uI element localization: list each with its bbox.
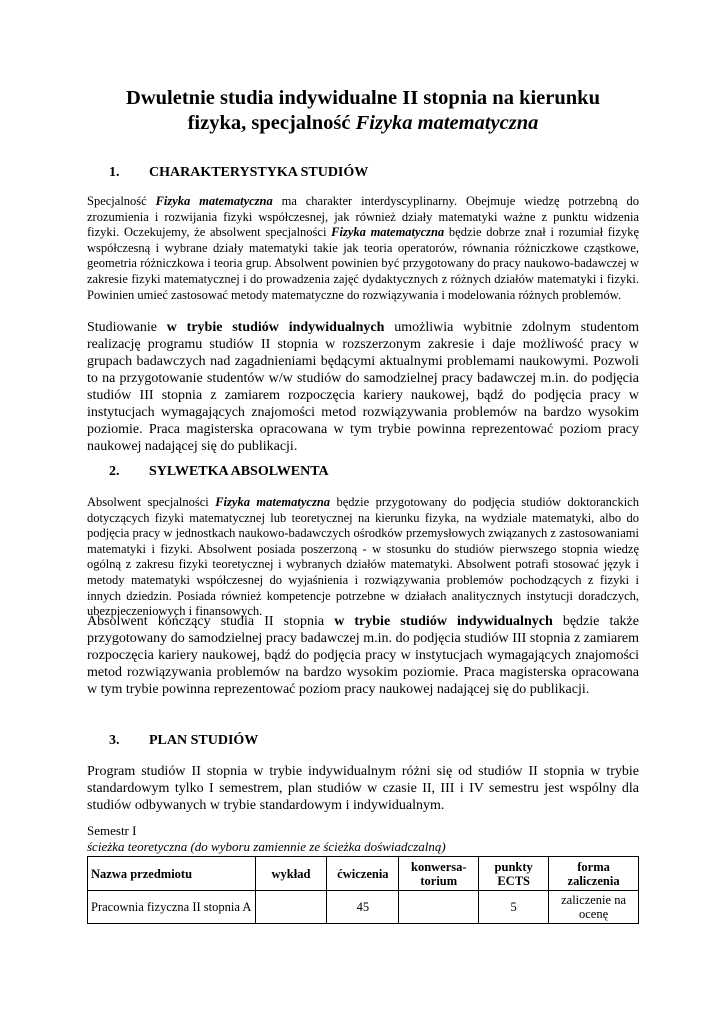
section-2-title: SYLWETKA ABSOLWENTA bbox=[149, 464, 329, 479]
section-2-paragraph-2 bbox=[87, 613, 639, 698]
study-plan-table bbox=[87, 856, 639, 924]
section-3-title: PLAN STUDIÓW bbox=[149, 733, 259, 748]
section-1-title: CHARAKTERYSTYKA STUDIÓW bbox=[149, 165, 369, 180]
table-header-row bbox=[88, 857, 639, 891]
section-2-paragraph-1 bbox=[87, 495, 639, 620]
section-3-paragraph-1: Program studiów II stopnia w trybie indywidualnym różni się od studiów II stopnia w trybie standardowym tylko I semestrem, plan studiów w czasie II, III i IV semestru jest wspólny dla studiów odbywanych w trybie standardowym i indywidualnym. bbox=[87, 764, 639, 813]
table-row bbox=[88, 891, 639, 924]
section-1-paragraph-1 bbox=[87, 194, 639, 303]
section-2-heading bbox=[109, 463, 329, 480]
specialty-name: Fizyka matematyczna bbox=[215, 495, 331, 509]
section-3-number: 3. bbox=[109, 733, 120, 748]
cell-form: zaliczenie na ocenę bbox=[549, 891, 639, 924]
header-form: forma zaliczenia bbox=[549, 857, 639, 891]
mode-name: w trybie studiów indywidualnych bbox=[166, 320, 385, 335]
header-ects: punkty ECTS bbox=[479, 857, 549, 891]
title-line-2 bbox=[87, 111, 639, 136]
cell-conversatory bbox=[399, 891, 479, 924]
text-run: ma charakter interdyscyplinarny. Obejmuje wiedzę potrzebną do zrozumienia i rozwijania fizyki współczesnej, jak również działy matematyki ważne z punktu widzenia fizyki. Oczekujemy, że absolwent specjalności bbox=[87, 194, 639, 240]
text-run: będzie przygotowany do podjęcia studiów doktoranckich dotyczących fizyki matematycznej lub teoretycznej na kierunku fizyka, na wydziale matematyki, albo do podjęcia pracy w jednostkach naukowo-badawczych ośrodków przemysłowych związanych z zastosowaniami matematyki i fizyki. Absolwent posiada poszerzoną - w stosunku do studiów pierwszego stopnia wiedzę ogólną z zakresu fizyki teoretycznej i wybranych działów matematyki. Absolwent potrafi stosować język i metody matematyki współczesnej do wyjaśnienia i rozwiązywania problemów pochodzących z fizyki i innych dziedzin. Posiada również kompetencje potrzebne w działach analitycznych instytucji doradczych, ubezpieczeniowych i finansowych. bbox=[87, 495, 639, 619]
mode-name: w trybie studiów indywidualnych bbox=[334, 614, 553, 629]
text-run: umożliwia wybitnie zdolnym studentom realizację programu studiów II stopnia w rozszerzonym zakresie i daje możliwość pracy w grupach badawczych nad zagadnieniami będącymi aktualnymi problemami naukowymi. Pozwoli to na przygotowanie studentów w/w studiów do samodzielnej pracy badawczej m.in. do podjęcia studiów III stopnia z zamiarem rozpoczęcia kariery naukowej, bądź do podjęcia pracy w instytucjach wymagających znajomości metod rozwiązywania problemów na bardzo wysokim poziomie. Praca magisterska opracowana w tym trybie powinna reprezentować poziom pracy naukowej nadającej się do publikacji. bbox=[87, 320, 639, 454]
section-1-number: 1. bbox=[109, 165, 120, 180]
text-run: Specjalność bbox=[87, 194, 156, 208]
path-label: ścieżka teoretyczna (do wyboru zamiennie ze ścieżka doświadczalną) bbox=[87, 839, 446, 854]
semester-label: Semestr I bbox=[87, 823, 137, 838]
header-name: Nazwa przedmiotu bbox=[88, 857, 256, 891]
cell-exercises: 45 bbox=[327, 891, 399, 924]
cell-ects: 5 bbox=[479, 891, 549, 924]
title-line-1: Dwuletnie studia indywidualne II stopnia na kierunku bbox=[126, 87, 600, 109]
section-2-number: 2. bbox=[109, 464, 120, 479]
title-line-2-plain: fizyka, specjalność bbox=[187, 112, 356, 134]
cell-name: Pracownia fizyczna II stopnia A bbox=[88, 891, 256, 924]
text-run: Studiowanie bbox=[87, 320, 167, 335]
text-run: Absolwent kończący studia II stopnia bbox=[87, 614, 335, 629]
text-run: Absolwent specjalności bbox=[87, 495, 216, 509]
cell-lecture bbox=[255, 891, 327, 924]
header-lecture: wykład bbox=[255, 857, 327, 891]
text-run: będzie także przygotowany do samodzielnej pracy badawczej m.in. do podjęcia studiów III stopnia z zamiarem rozpoczęcia kariery naukowej, bądź do podjęcia pracy w instytucjach wymagających znajomości metod rozwiązywania problemów na bardzo wysokim poziomie. Praca magisterska opracowana w tym trybie powinna reprezentować poziom pracy naukowej nadającej się do publikacji. bbox=[87, 614, 639, 697]
header-exercises: ćwiczenia bbox=[327, 857, 399, 891]
title-line-2-italic: Fizyka matematyczna bbox=[355, 112, 539, 134]
section-1-heading bbox=[109, 164, 368, 181]
specialty-name: Fizyka matematyczna bbox=[155, 194, 273, 208]
document-title bbox=[87, 86, 639, 136]
section-1-paragraph-2 bbox=[87, 319, 639, 455]
section-3-heading bbox=[109, 732, 258, 749]
specialty-name: Fizyka matematyczna bbox=[331, 225, 445, 240]
text-run: będzie dobrze znał i rozumiał fizykę współczesną i wybrane działy matematyki takie jak teoria operatorów, równania różniczkowe cząstkowe, geometria różniczkowa i teoria grup. Absolwent powinien być przygotowany do pracy naukowo-badawczej w zakresie fizyki matematycznej i do prowadzenia zajęć dydaktycznych z różnych działów matematyki i fizyki. Powinien umieć zastosować metody matematyczne do rozwiązywania i modelowania różnych problemów. bbox=[87, 225, 639, 302]
header-conversatory: konwersa-torium bbox=[399, 857, 479, 891]
